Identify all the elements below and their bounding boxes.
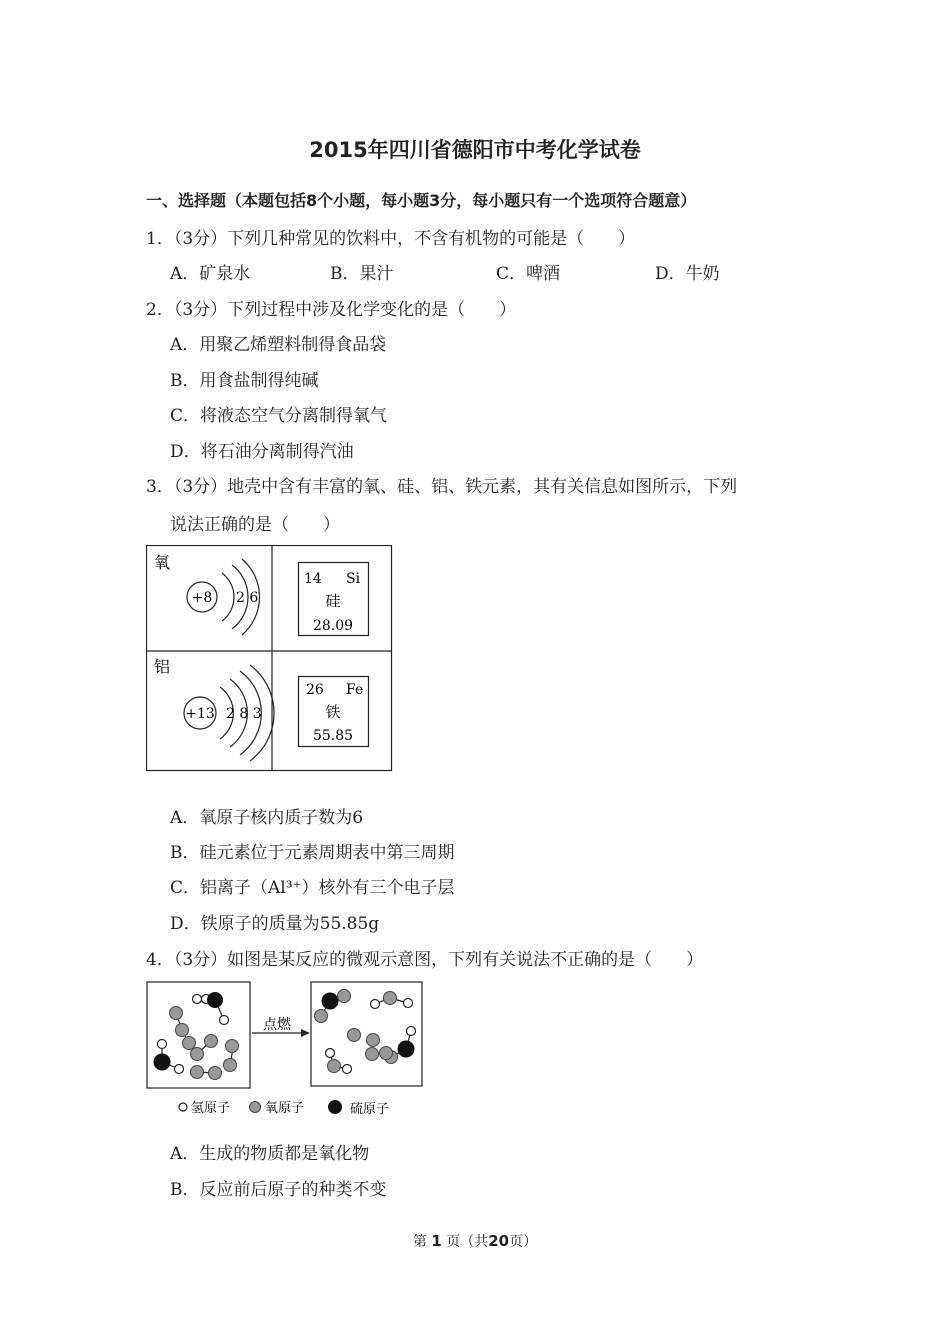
silicon-symbol: Si [346,571,361,587]
question-3-option-b: B．硅元素位于元素周期表中第三周期 [170,843,455,863]
question-2-option-d: D．将石油分离制得汽油 [170,442,354,462]
iron-symbol: Fe [346,682,364,698]
question-3-option-a: A．氧原子核内质子数为6 [170,808,364,828]
footer-middle: 页（共 [446,1234,489,1250]
oxygen-shells: 2 6 [236,590,259,606]
question-1-option-a: A．矿泉水 [170,264,251,284]
question-2-option-a: A．用聚乙烯塑料制得食品袋 [170,335,387,355]
section-heading: 一、选择题（本题包括8个小题，每小题3分，每小题只有一个选项符合题意） [146,191,697,210]
iron-name: 铁 [325,703,341,721]
legend-oxygen: 氧原子 [265,1101,305,1116]
silicon-number: 14 [304,571,322,587]
page-footer [0,1231,950,1251]
sulfur-legend-icon [329,1101,342,1114]
question-1-stem: 1．（3分）下列几种常见的饮料中，不含有机物的可能是（ ） [146,229,636,249]
question-3-option-c: C．铝离子（Al³⁺）核外有三个电子层 [170,878,455,898]
iron-number: 26 [306,682,324,698]
question-3-option-d: D．铁原子的质量为55.85g [170,914,380,934]
question-3-stem-line2: 说法正确的是（ ） [170,515,340,535]
question-4-option-a: A．生成的物质都是氧化物 [170,1144,370,1164]
footer-suffix: 页） [509,1234,538,1250]
question-1-option-d: D．牛奶 [655,264,720,284]
question-4-option-b: B．反应前后原子的种类不变 [170,1180,387,1200]
oxygen-nucleus-charge: +8 [191,590,213,606]
silicon-mass: 28.09 [312,618,354,634]
aluminum-shells: 2 8 3 [226,706,262,722]
reaction-diagram [146,980,428,1122]
iron-mass: 55.85 [312,728,354,744]
legend-sulfur: 硫原子 [350,1102,390,1117]
element-info-figure [146,545,393,772]
footer-total-pages: 20 [488,1232,510,1250]
question-2-option-b: B．用食盐制得纯碱 [170,371,319,391]
page-title: 2015年四川省德阳市中考化学试卷 [309,138,641,162]
aluminum-label: 铝 [154,657,171,676]
silicon-name: 硅 [325,592,341,610]
question-2-option-c: C．将液态空气分离制得氧气 [170,406,388,426]
aluminum-nucleus-charge: +13 [185,706,215,722]
question-1-option-c: C．啤酒 [496,264,561,284]
question-3-stem-line1: 3．（3分）地壳中含有丰富的氧、硅、铝、铁元素，其有关信息如图所示，下列 [146,477,738,497]
oxygen-label: 氧 [154,553,171,572]
legend-hydrogen: 氢原子 [191,1101,231,1116]
hydrogen-legend-icon [179,1103,187,1111]
question-1-option-b: B．果汁 [330,264,394,284]
question-4-stem: 4．（3分）如图是某反应的微观示意图，下列有关说法不正确的是（ ） [146,950,704,970]
question-2-stem: 2．（3分）下列过程中涉及化学变化的是（ ） [146,300,517,320]
oxygen-legend-icon [250,1102,261,1113]
footer-prefix: 第 [412,1234,427,1250]
footer-page-number: 1 [431,1232,442,1250]
arrow-label: 点燃 [263,1017,291,1033]
